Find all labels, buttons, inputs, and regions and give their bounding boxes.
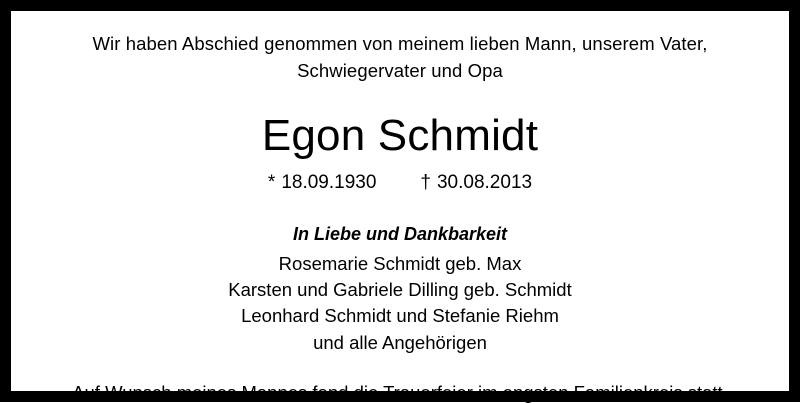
deceased-name: Egon Schmidt bbox=[261, 110, 539, 160]
survivor-line: und alle Angehörigen bbox=[313, 331, 487, 353]
closing-text: Auf Wunsch meines Mannes fand die Trauerfeier im engsten Familienkreis statt. bbox=[72, 381, 728, 403]
birth-date bbox=[268, 172, 377, 194]
birth-date-value: 18.09.1930 bbox=[281, 171, 377, 193]
death-date bbox=[420, 172, 532, 194]
survivor-line: Karsten und Gabriele Dilling geb. Schmidt bbox=[228, 279, 572, 301]
life-dates bbox=[268, 172, 532, 194]
survivor-line: Rosemarie Schmidt geb. Max bbox=[278, 252, 522, 274]
survivors-list bbox=[228, 251, 571, 356]
death-cross-icon: † bbox=[420, 171, 431, 193]
survivor-line: Leonhard Schmidt und Stefanie Riehm bbox=[241, 305, 559, 327]
birth-star-icon: * bbox=[267, 171, 276, 193]
dedication-text: In Liebe und Dankbarkeit bbox=[292, 223, 508, 244]
death-date-value: 30.08.2013 bbox=[436, 171, 533, 193]
obituary-card bbox=[11, 11, 789, 403]
intro-text: Wir haben Abschied genommen von meinem lieben Mann, unserem Vater, Schwiegervater und Opa bbox=[92, 33, 708, 81]
